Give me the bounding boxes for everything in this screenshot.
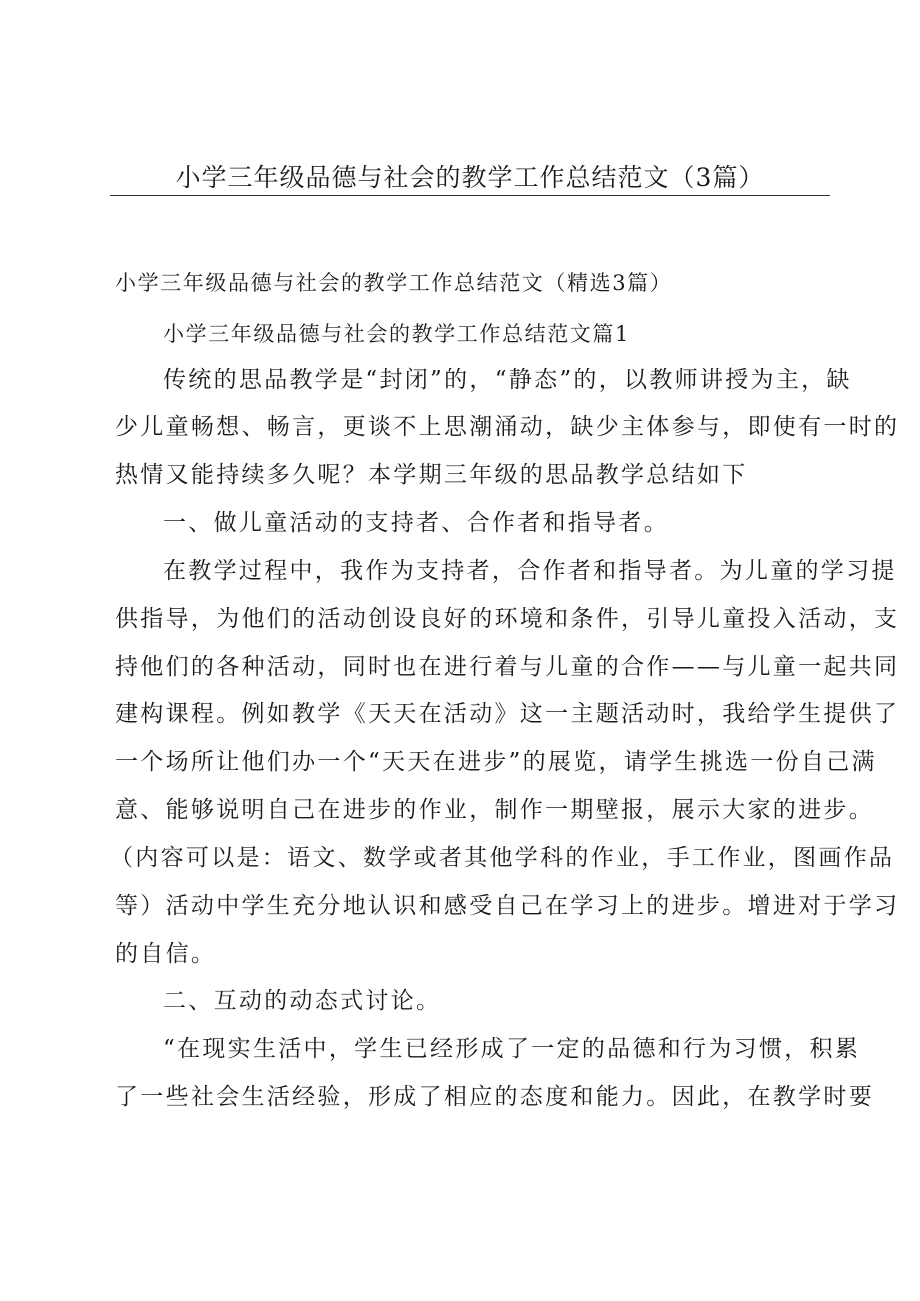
paragraph-line: 少儿童畅想、畅言，更谈不上思潮涌动，缺少主体参与，即使有一时的 bbox=[115, 414, 900, 440]
paragraph-line: “在现实生活中，学生已经形成了一定的品德和行为习惯，积累 bbox=[163, 1036, 861, 1062]
paragraph-line: 了一些社会生活经验，形成了相应的态度和能力。因此，在教学时要 bbox=[115, 1084, 874, 1110]
paragraph-line: 传统的思品教学是“封闭”的，“静态”的，以教师讲授为主，缺 bbox=[163, 367, 852, 393]
subtitle-line: 小学三年级品德与社会的教学工作总结范文（精选3篇） bbox=[115, 271, 673, 295]
paragraph-line: 的自信。 bbox=[115, 941, 217, 967]
title-underline bbox=[110, 195, 830, 196]
paragraph-line: （内容可以是：语文、数学或者其他学科的作业，手工作业，图画作品 bbox=[110, 845, 895, 871]
paragraph-line: 供指导，为他们的活动创设良好的环境和条件，引导儿童投入活动，支 bbox=[115, 606, 900, 632]
paragraph-line: 意、能够说明自己在进步的作业，制作一期壁报，展示大家的进步。 bbox=[115, 797, 874, 823]
paragraph-line: 在教学过程中，我作为支持者，合作者和指导者。为儿童的学习提 bbox=[163, 558, 897, 584]
paragraph-line: 等）活动中学生充分地认识和感受自己在学习上的进步。增进对于学习 bbox=[115, 893, 900, 919]
paragraph-line: 持他们的各种活动，同时也在进行着与儿童的合作——与儿童一起共同 bbox=[115, 654, 900, 680]
point-heading-two: 二、互动的动态式讨论。 bbox=[163, 988, 442, 1014]
paragraph-line: 热情又能持续多久呢？本学期三年级的思品教学总结如下 bbox=[115, 462, 748, 488]
point-heading-one: 一、做儿童活动的支持者、合作者和指导者。 bbox=[163, 510, 669, 536]
section-heading: 小学三年级品德与社会的教学工作总结范文篇1 bbox=[163, 322, 630, 346]
paragraph-line: 一个场所让他们办一个“天天在进步”的展览，请学生挑选一份自己满 bbox=[115, 749, 877, 775]
document-title: 小学三年级品德与社会的教学工作总结范文（3篇） bbox=[175, 163, 765, 192]
paragraph-line: 建构课程。例如教学《天天在活动》这一主题活动时，我给学生提供了 bbox=[115, 701, 900, 727]
